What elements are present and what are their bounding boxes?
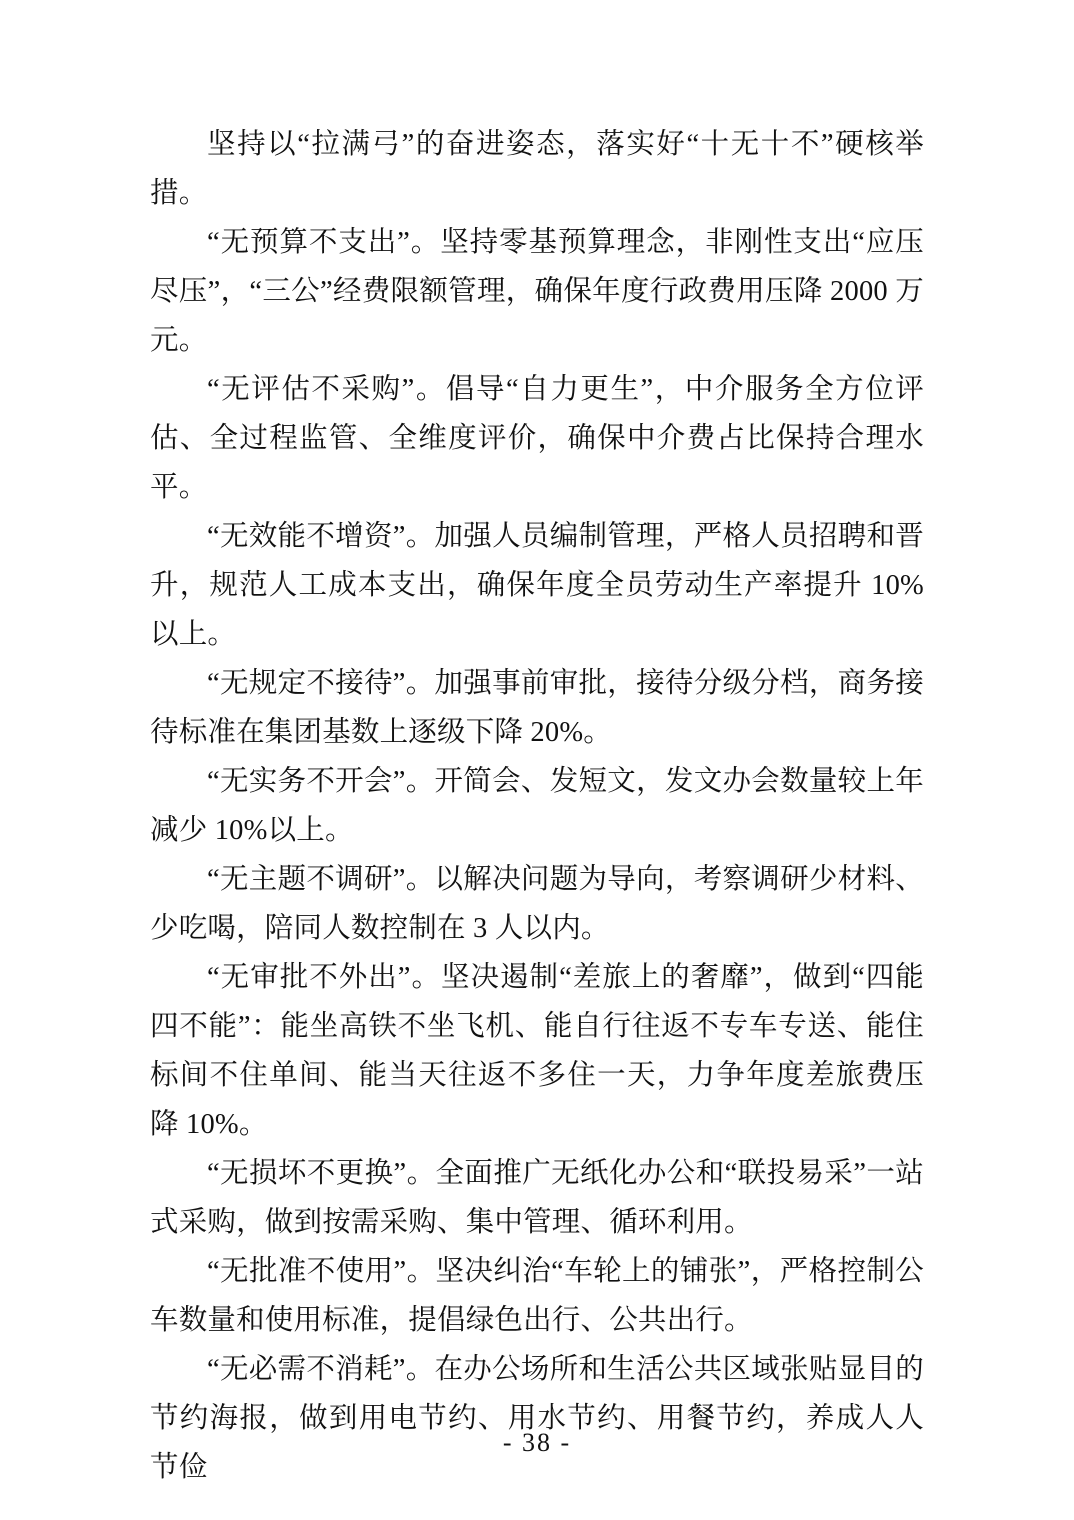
paragraph: “无损坏不更换”。全面推广无纸化办公和“联投易采”一站式采购，做到按需采购、集中管理、循环利用。	[150, 1158, 924, 1238]
paragraph: “无实务不开会”。开简会、发短文，发文办会数量较上年减少 10%以上。	[150, 766, 924, 846]
paragraph: “无批准不使用”。坚决纠治“车轮上的铺张”，严格控制公车数量和使用标准，提倡绿色出行、公共出行。	[150, 1256, 924, 1336]
page-number: - 38 -	[502, 1428, 572, 1457]
paragraph: “无效能不增资”。加强人员编制管理，严格人员招聘和晋升，规范人工成本支出，确保年度全员劳动生产率提升 10%以上。	[150, 521, 924, 650]
document-body	[150, 120, 924, 1492]
paragraph: 坚持以“拉满弓”的奋进姿态，落实好“十无十不”硬核举措。	[150, 129, 924, 209]
paragraph: “无规定不接待”。加强事前审批，接待分级分档，商务接待标准在集团基数上逐级下降 20%。	[150, 668, 924, 748]
paragraph: “无主题不调研”。以解决问题为导向，考察调研少材料、少吃喝，陪同人数控制在 3 人以内。	[150, 864, 924, 944]
paragraph: “无评估不采购”。倡导“自力更生”，中介服务全方位评估、全过程监管、全维度评价，确保中介费占比保持合理水平。	[150, 374, 924, 503]
paragraph: “无预算不支出”。坚持零基预算理念，非刚性支出“应压尽压”，“三公”经费限额管理，确保年度行政费用压降 2000 万元。	[150, 227, 924, 356]
paragraph: “无必需不消耗”。在办公场所和生活公共区域张贴显目的节约海报，做到用电节约、用水节约、用餐节约，养成人人节俭	[150, 1354, 924, 1483]
paragraph: “无审批不外出”。坚决遏制“差旅上的奢靡”，做到“四能四不能”：能坐高铁不坐飞机、能自行往返不专车专送、能住标间不住单间、能当天往返不多住一天，力争年度差旅费压降 10%。	[150, 962, 924, 1140]
